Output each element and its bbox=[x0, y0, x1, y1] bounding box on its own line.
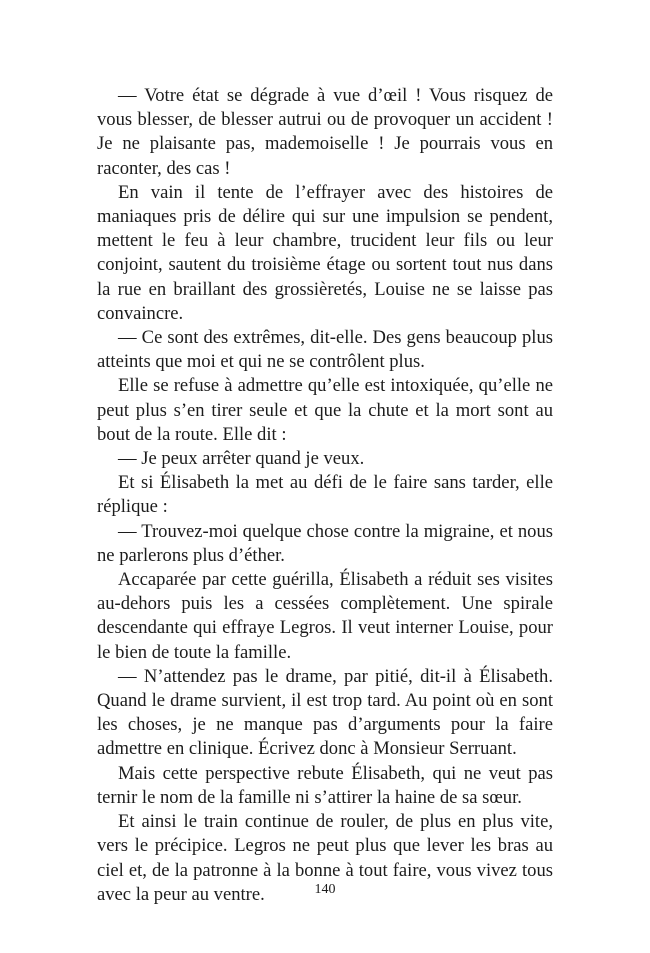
paragraph: — Je peux arrêter quand je veux. bbox=[118, 448, 365, 470]
paragraph: Et ainsi le train continue de rouler, de plus en plus vite, vers le précipice. Legros ne peut plus que lever les bras au ciel et, de la patronne à la bonne à tout faire, vous vivez tous avec la peur au ventre. bbox=[97, 811, 553, 905]
paragraph: — Votre état se dégrade à vue d’œil ! Vous risquez de vous blesser, de blesser autrui ou de provoquer un accident ! Je ne plaisante pas, mademoiselle ! Je pourrais vous en raconter, des cas ! bbox=[97, 85, 553, 179]
paragraph: — N’attendez pas le drame, par pitié, dit-il à Élisabeth. Quand le drame survient, il est trop tard. Au point où en sont les choses, je ne manque pas d’arguments pour la faire admettre en clinique. Écrivez donc à Monsieur Serruant. bbox=[97, 665, 553, 760]
page-number: 140 bbox=[314, 882, 336, 897]
paragraph: Mais cette perspective rebute Élisabeth, qui ne veut pas ternir le nom de la famille ni s’attirer la haine de sa sœur. bbox=[97, 762, 553, 808]
body-text bbox=[97, 84, 553, 907]
paragraph: — Ce sont des extrêmes, dit-elle. Des gens beaucoup plus atteints que moi et qui ne se contrôlent plus. bbox=[97, 327, 553, 373]
paragraph: — Trouvez-moi quelque chose contre la migraine, et nous ne parlerons plus d’éther. bbox=[97, 520, 553, 566]
paragraph: Et si Élisabeth la met au défi de le faire sans tarder, elle réplique : bbox=[97, 472, 553, 518]
paragraph: Accaparée par cette guérilla, Élisabeth a réduit ses visites au-dehors puis les a cessées complètement. Une spirale descendante qui effraye Legros. Il veut interner Louise, pour le bien de toute la famille. bbox=[97, 569, 553, 663]
paragraph: En vain il tente de l’effrayer avec des histoires de maniaques pris de délire qui sur une impulsion se pendent, mettent le feu à leur chambre, trucident leur fils ou leur conjoint, sautent du troisième étage ou sortent tout nus dans la rue en braillant des grossièretés, Louise ne se laisse pas convaincre. bbox=[97, 181, 553, 324]
paragraph: Elle se refuse à admettre qu’elle est intoxiquée, qu’elle ne peut plus s’en tirer seule et que la chute et la mort sont au bout de la route. Elle dit : bbox=[97, 375, 553, 445]
